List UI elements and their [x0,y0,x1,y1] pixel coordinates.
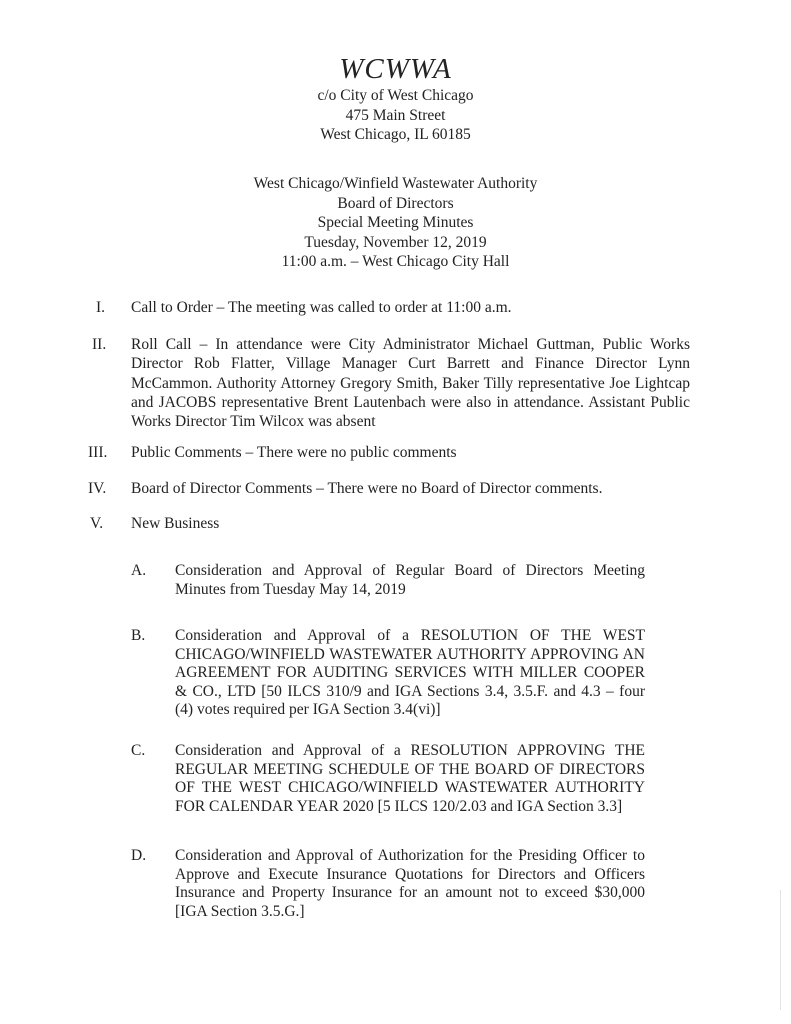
item-text: Board of Director Comments – There were no Board of Director comments. [131,480,603,497]
scan-edge-line [780,890,781,1010]
meeting-title-block [0,174,791,272]
item-text: Public Comments – There were no public comments [131,444,457,461]
sub-item-letter: C. [131,742,146,759]
item-text: Call to Order – The meeting was called to order at 11:00 a.m. [131,299,512,316]
board-name: Board of Directors [337,194,454,212]
sub-item-text: Consideration and Approval of Authorization for the Presiding Officer to Approve and Execute Insurance Quotations for Directors and Officers Insurance and Property Insurance for an amount not to exceed $30,000 [IGA Section 3.5.G.] [175,847,645,920]
sub-item-letter: A. [131,562,147,579]
meeting-date: Tuesday, November 12, 2019 [304,233,487,251]
sub-item-letter: D. [131,847,147,864]
item-number: IV. [88,480,107,497]
item-text: New Business [131,515,220,532]
item-number: III. [88,444,108,461]
sub-item-letter: B. [131,627,146,644]
sub-item-text: Consideration and Approval of a RESOLUTION APPROVING THE REGULAR MEETING SCHEDULE OF THE BOARD OF DIRECTORS OF THE WEST CHICAGO/WINFIELD WASTEWATER AUTHORITY FOR CALENDAR YEAR 2020 [5 ILCS 120/2.03 and IGA Section 3.3] [175,742,645,815]
item-number: V. [90,515,104,532]
sub-item-text: Consideration and Approval of a RESOLUTION OF THE WEST CHICAGO/WINFIELD WASTEWATER AUTHORITY APPROVING AN AGREEMENT FOR AUDITING SERVICES WITH MILLER COOPER & CO., LTD [50 ILCS 310/9 and IGA Sections 3.4, 3.5.F. and 4.3 – four (4) votes required per IGA Section 3.4(vi)] [175,627,645,719]
item-number: I. [96,299,106,316]
item-number: II. [92,336,107,353]
org-logo: WCWWA [339,53,452,85]
address-line: West Chicago, IL 60185 [320,126,471,143]
document-type: Special Meeting Minutes [317,214,474,231]
address-line: c/o City of West Chicago [317,87,474,104]
authority-name: West Chicago/Winfield Wastewater Authority [253,175,538,192]
org-address [0,86,791,145]
meeting-time-location: 11:00 a.m. – West Chicago City Hall [281,253,510,270]
address-line: 475 Main Street [345,106,446,124]
sub-item-text: Consideration and Approval of Regular Board of Directors Meeting Minutes from Tuesday May 14, 2019 [175,562,645,598]
item-text: Roll Call – In attendance were City Administrator Michael Guttman, Public Works Director Rob Flatter, Village Manager Curt Barrett and Finance Director Lynn McCammon. Authority Attorney Gregory Smith, Baker Tilly representative Joe Lightcap and JACOBS representative Brent Lautenbach were also in attendance. Assistant Public Works Director Tim Wilcox was absent [131,336,690,431]
